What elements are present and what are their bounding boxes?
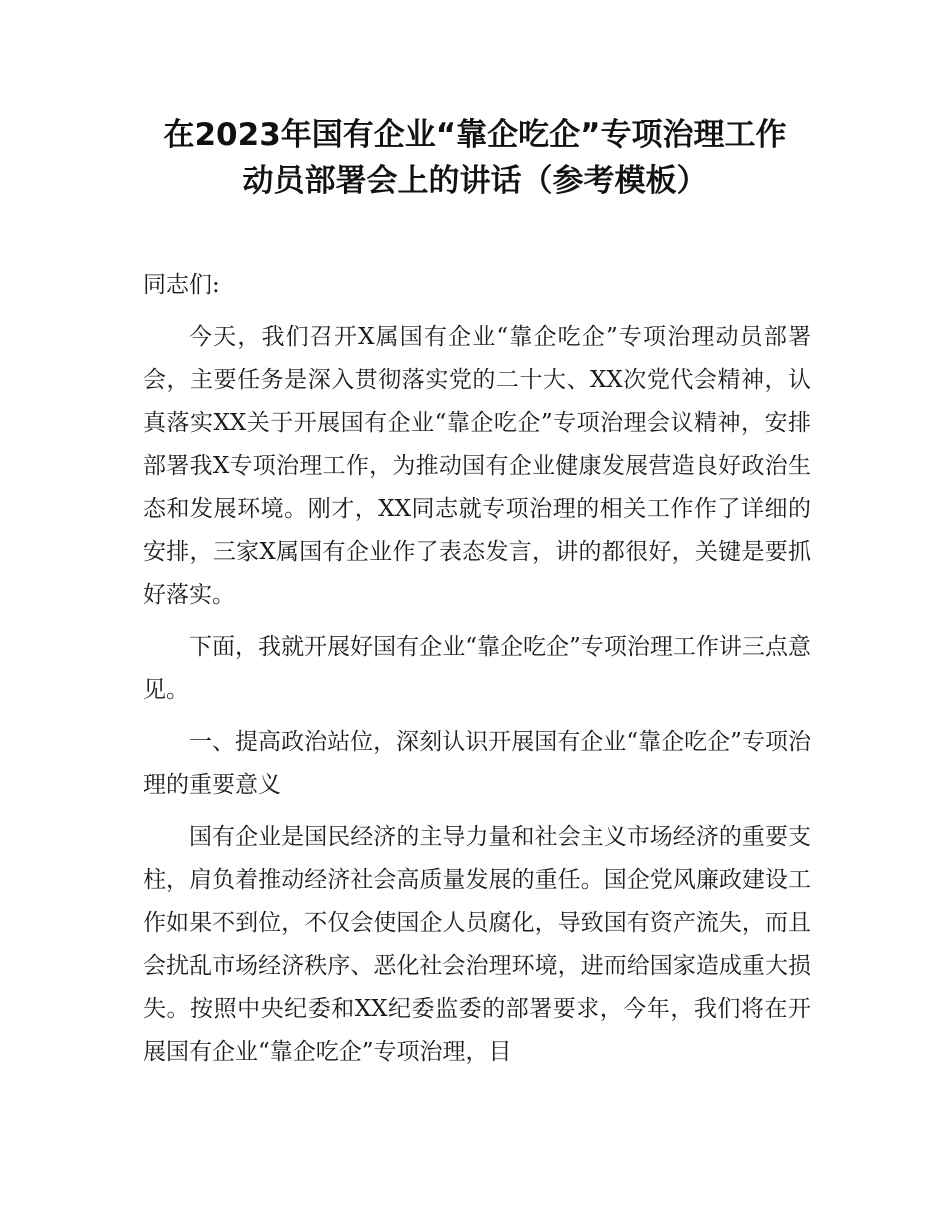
paragraph-intro-points: 下面，我就开展好国有企业“靠企吃企”专项治理工作讲三点意见。: [143, 634, 811, 703]
salutation: 同志们:: [143, 272, 220, 298]
document-title: [0, 112, 950, 204]
document-body: [143, 264, 811, 1083]
section-heading-1: 一、提高政治站位，深刻认识开展国有企业“靠企吃企”专项治理的重要意义: [143, 729, 811, 798]
paragraph-opening: 今天，我们召开X属国有企业“靠企吃企”专项治理动员部署会，主要任务是深入贯彻落实党的二十大、XX次党代会精神，认真落实XX关于开展国有企业“靠企吃企”专项治理会议精神，安排部署我X专项治理工作，为推动国有企业健康发展营造良好政治生态和发展环境。刚才，XX同志就专项治理的相关工作作了详细的安排，三家X属国有企业作了表态发言，讲的都很好，关键是要抓好落实。: [143, 324, 811, 608]
paragraph-section-1: 国有企业是国民经济的主导力量和社会主义市场经济的重要支柱，肩负着推动经济社会高质量发展的重任。国企党风廉政建设工作如果不到位，不仅会使国企人员腐化，导致国有资产流失，而且会扰乱市场经济秩序、恶化社会治理环境，进而给国家造成重大损失。按照中央纪委和XX纪委监委的部署要求，今年，我们将在开展国有企业“靠企吃企”专项治理，目: [143, 824, 811, 1065]
title-line-2: 动员部署会上的讲话（参考模板）: [242, 163, 708, 199]
title-line-1: 在2023年国有企业“靠企吃企”专项治理工作: [163, 117, 787, 153]
